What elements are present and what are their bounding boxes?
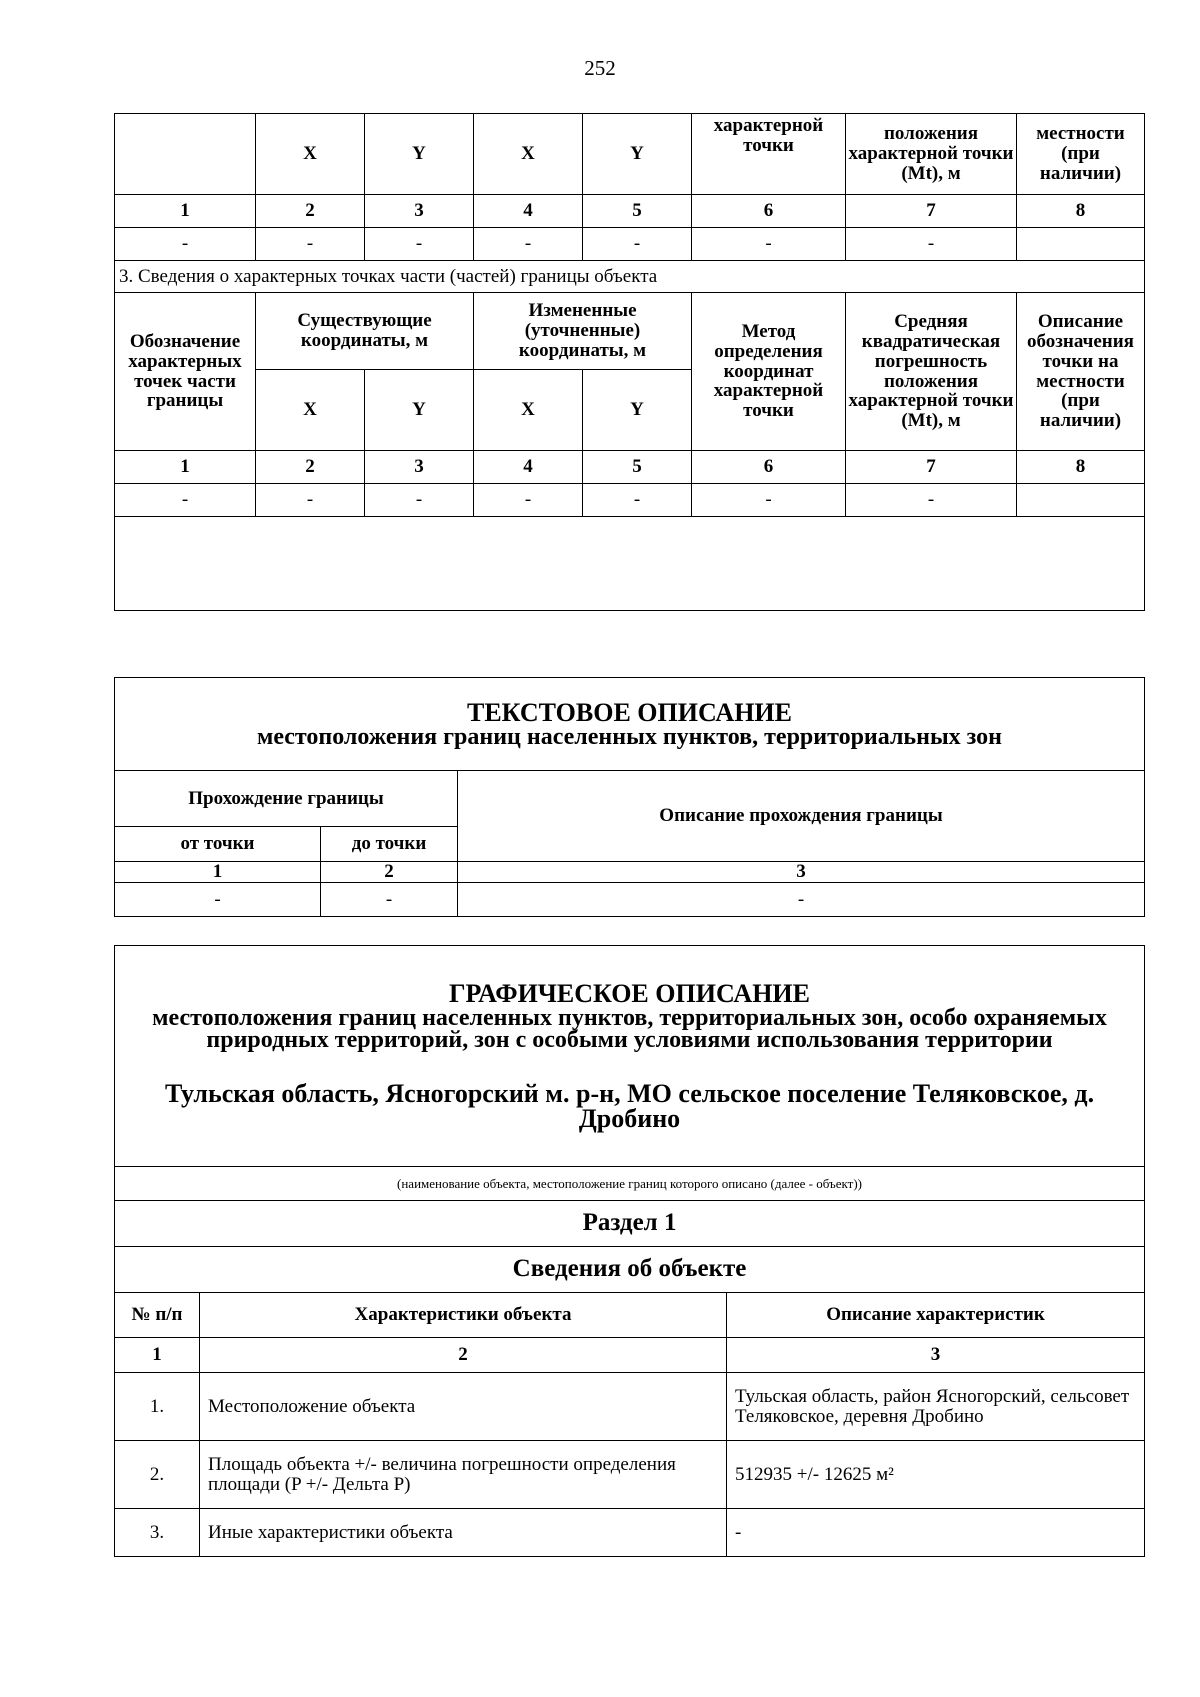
text-description-header [115,678,1145,771]
cell: - [256,484,365,517]
empty-row [115,517,1145,611]
characteristic-points-table [114,113,1145,611]
column-numbers-row [115,451,1145,484]
header-cell-empty [115,114,256,195]
text-description-title: ТЕКСТОВОЕ ОПИСАНИЕ [466,697,792,727]
col-num: 8 [1017,195,1145,228]
col-num: 2 [321,862,458,883]
table-row [115,1441,1145,1509]
graphic-description-table [114,945,1145,1557]
col-num: 4 [474,195,583,228]
col-num: 3 [365,451,474,484]
cell: - [458,883,1145,917]
table-row [115,1373,1145,1441]
header-x-changed: X [474,370,583,451]
cell: - [321,883,458,917]
row-number: 3. [115,1509,200,1557]
col-num: 5 [583,451,692,484]
page-number: 252 [584,56,616,80]
row-number: 2. [115,1441,200,1509]
cell: - [256,228,365,261]
header-from-point: от точки [115,827,321,862]
graphic-description-header [115,946,1145,1167]
row-characteristic: Иные характеристики объекта [200,1509,727,1557]
header-y-existing: Y [365,114,474,195]
cell: - [846,484,1017,517]
header-x-changed: X [474,114,583,195]
table-row [115,883,1145,917]
col-num: 4 [474,451,583,484]
col-num: 1 [115,1338,200,1373]
col-num: 3 [365,195,474,228]
col-num: 6 [692,195,846,228]
header-existing-coords: Существующие координаты, м [256,293,474,370]
section-subtitle: Сведения об объекте [115,1247,1145,1293]
col-num: 7 [846,451,1017,484]
column-numbers-row [115,862,1145,883]
header-desc-tail: местности (при наличии) [1017,114,1145,195]
row-description: 512935 +/- 12625 м² [727,1441,1145,1509]
cell: - [365,228,474,261]
cell: - [365,484,474,517]
col-num: 3 [458,862,1145,883]
col-num: 3 [727,1338,1145,1373]
header-error-tail: положения характерной точки (Mt), м [846,114,1017,195]
cell: - [115,228,256,261]
header-y-existing: Y [365,370,474,451]
row-description: - [727,1509,1145,1557]
row-description: Тульская область, район Ясногорский, сельсовет Теляковское, деревня Дробино [727,1373,1145,1441]
cell: - [583,484,692,517]
col-num: 6 [692,451,846,484]
col-num: 2 [256,195,365,228]
cell [1017,228,1145,261]
header-x-existing: X [256,370,365,451]
object-name: Тульская область, Ясногорский м. р-н, МО сельское поселение Теляковское, д. Дробино [164,1079,1095,1133]
cell: - [846,228,1017,261]
header-passage-description: Описание прохождения границы [458,771,1145,862]
col-num: 1 [115,195,256,228]
col-num: 7 [846,195,1017,228]
object-name-note: (наименование объекта, местоположение границ которого описано (далее - объект)) [115,1167,1145,1201]
header-y-changed: Y [583,114,692,195]
header-mean-square-error: Средняя квадратическая погрешность положения характерной точки (Mt), м [846,293,1017,451]
section-title: Раздел 1 [115,1201,1145,1247]
header-y-changed: Y [583,370,692,451]
header-method: Метод определения координат характерной точки [692,293,846,451]
col-num: 1 [115,451,256,484]
column-numbers-row [115,1338,1145,1373]
cell [1017,484,1145,517]
graphic-description-title: ГРАФИЧЕСКОЕ ОПИСАНИЕ [449,978,810,1008]
row-characteristic: Местоположение объекта [200,1373,727,1441]
header-to-point: до точки [321,827,458,862]
header-x-existing: X [256,114,365,195]
table-row [115,228,1145,261]
cell: - [474,228,583,261]
cell: - [115,883,321,917]
col-num: 8 [1017,451,1145,484]
cell: - [474,484,583,517]
header-characteristics: Характеристики объекта [200,1293,727,1338]
text-description-table [114,677,1145,917]
col-num: 5 [583,195,692,228]
col-num: 1 [115,862,321,883]
cell: - [583,228,692,261]
graphic-description-subtitle: местоположения границ населенных пунктов, территориальных зон, особо охраняемых природных территорий, зон с особыми условиями использования территории [152,1004,1107,1054]
section-3-heading: 3. Сведения о характерных точках части (частей) границы объекта [115,261,1145,293]
column-numbers-row [115,195,1145,228]
row-number: 1. [115,1373,200,1441]
header-point-description: Описание обозначения точки на местности (при наличии) [1017,293,1145,451]
header-method-tail: характерной точки [692,114,846,195]
cell: - [115,484,256,517]
table-row [115,484,1145,517]
row-characteristic: Площадь объекта +/- величина погрешности определения площади (P +/- Дельта P) [200,1441,727,1509]
header-number: № п/п [115,1293,200,1338]
cell: - [692,228,846,261]
col-num: 2 [256,451,365,484]
header-point-designation: Обозначение характерных точек части границы [115,293,256,451]
table-row [115,1509,1145,1557]
cell: - [692,484,846,517]
text-description-subtitle: местоположения границ населенных пунктов, территориальных зон [256,723,1003,750]
header-changed-coords: Измененные (уточненные) координаты, м [474,293,692,370]
header-passage: Прохождение границы [115,771,458,827]
header-characteristics-description: Описание характеристик [727,1293,1145,1338]
col-num: 2 [200,1338,727,1373]
